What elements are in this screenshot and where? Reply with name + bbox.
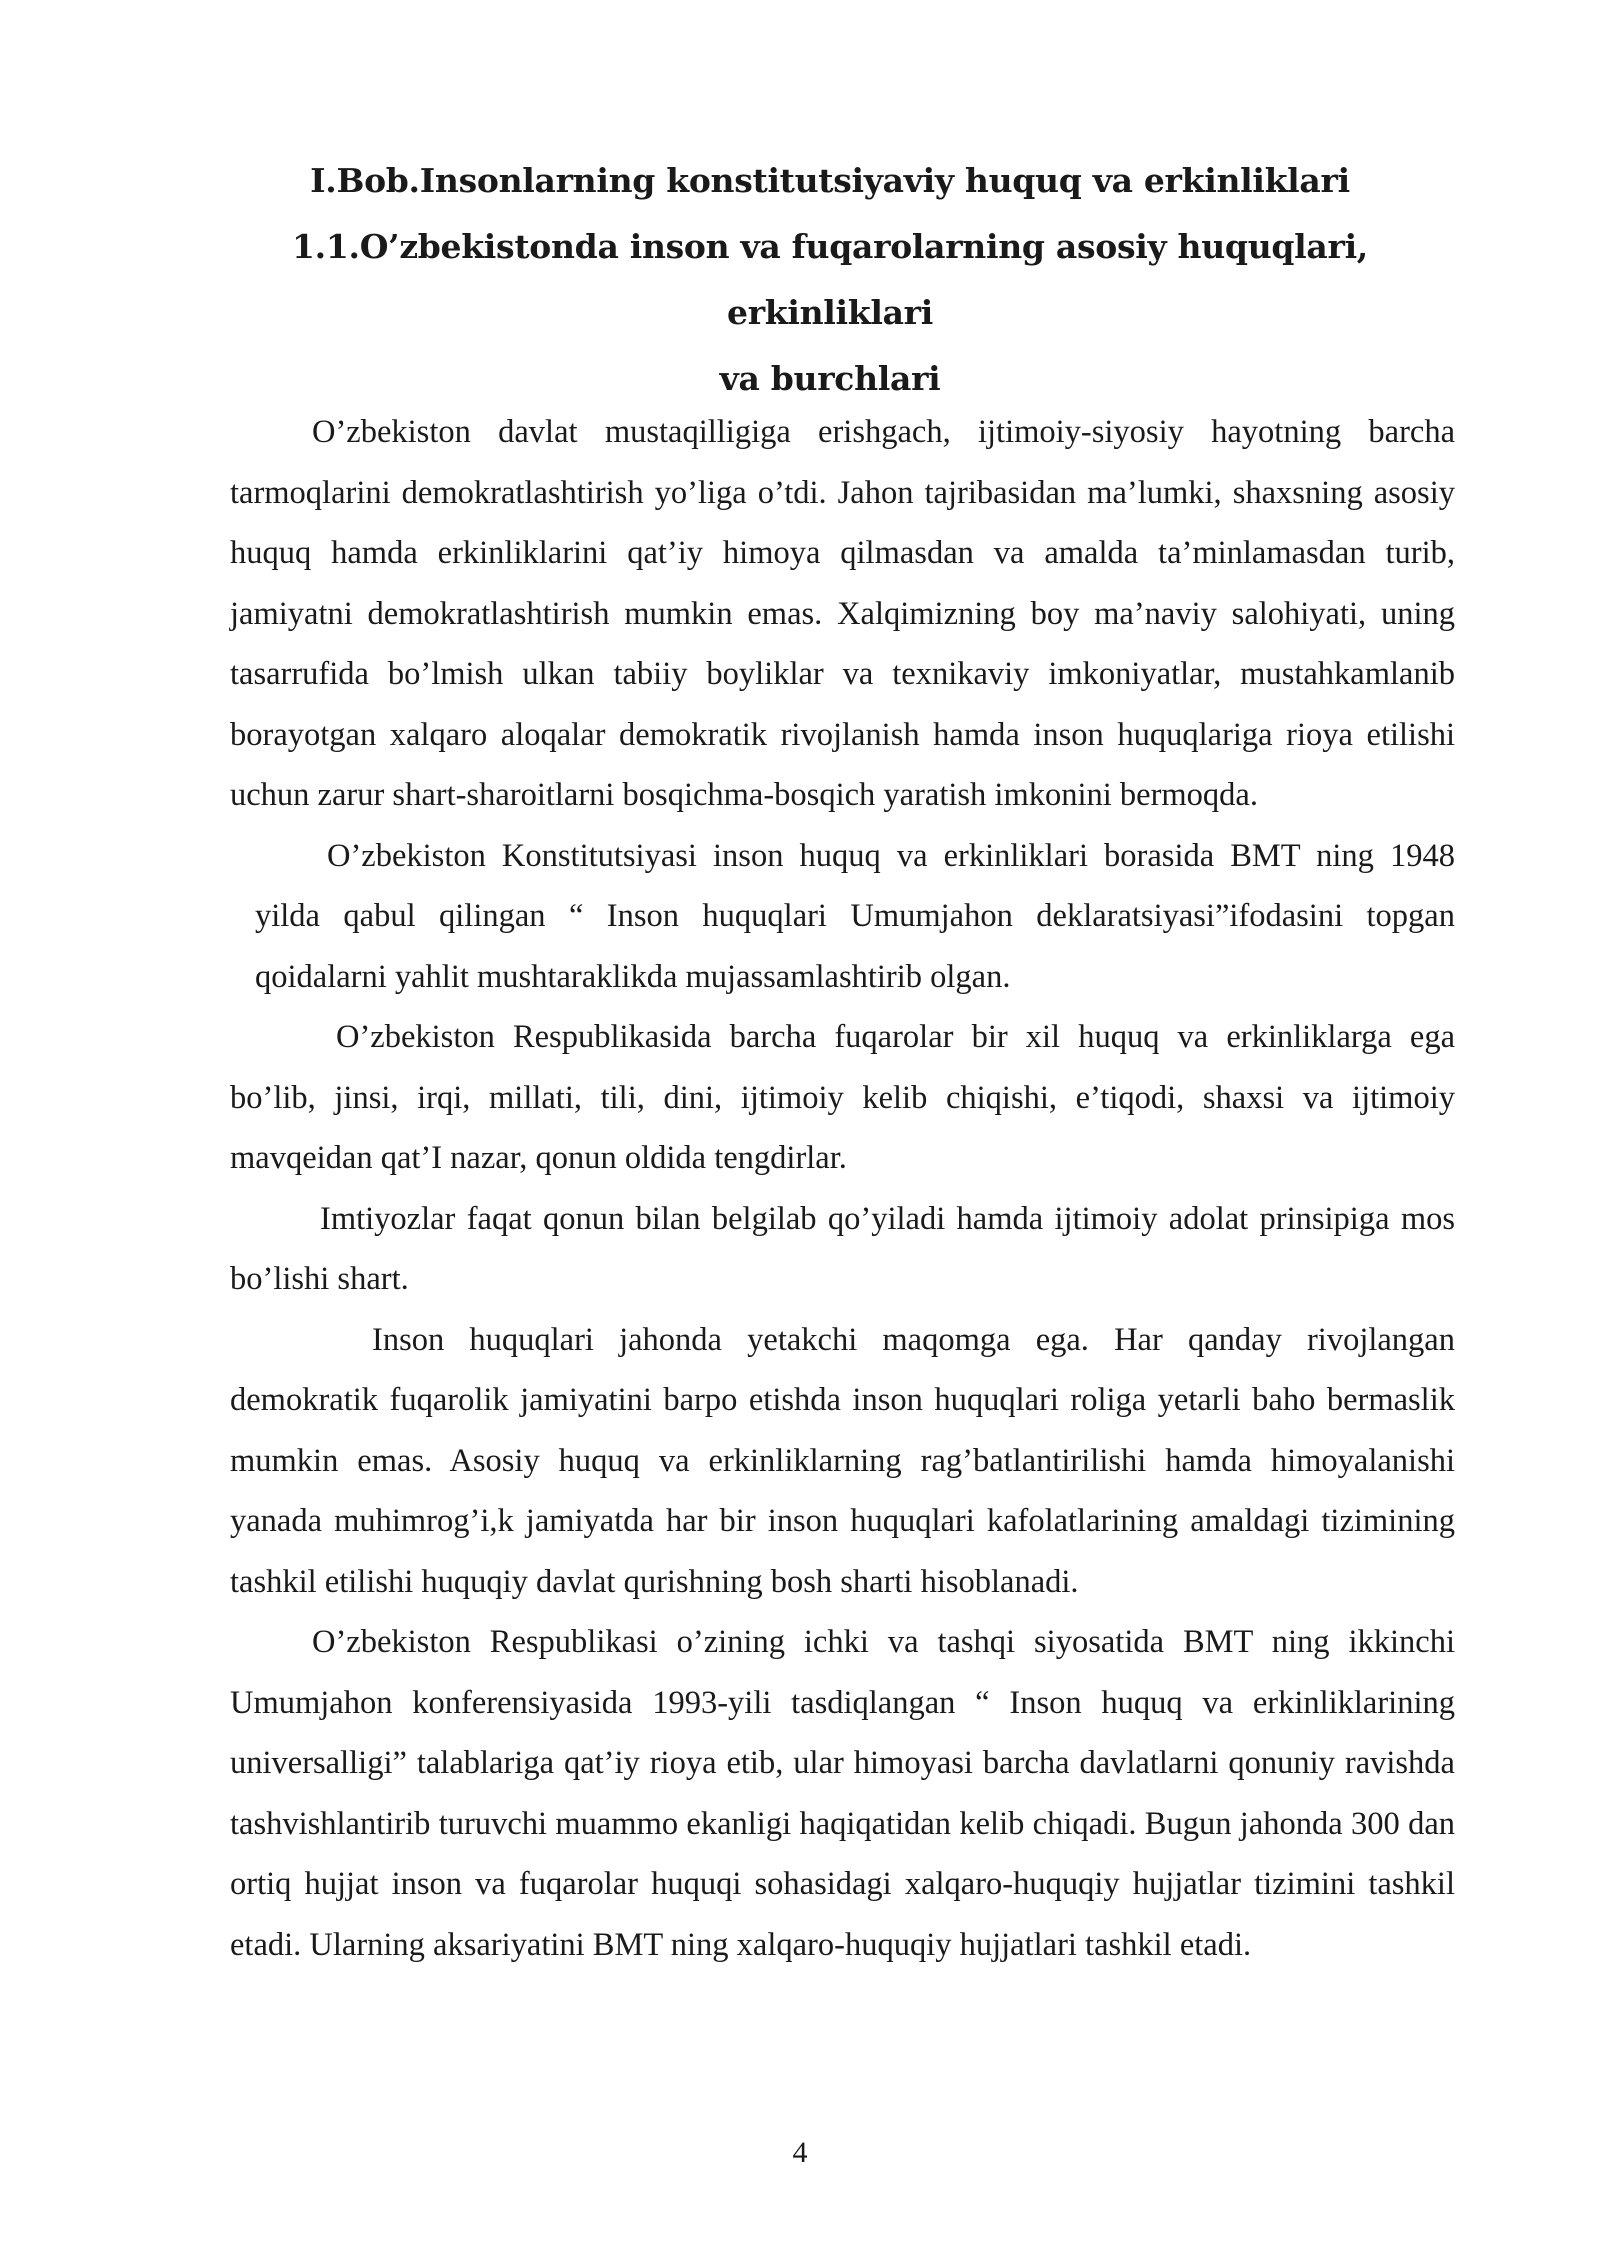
paragraph-privileges: Imtiyozlar faqat qonun bilan belgilab qo’yiladi hamda ijtimoiy adolat prinsipiga mos bo’lishi shart. <box>230 1200 1455 1297</box>
chapter-title: I.Bob.Insonlarning konstitutsiyaviy huquq va erkinliklari <box>310 161 1350 200</box>
paragraph-constitution: O’zbekiston Konstitutsiyasi inson huquq va erkinliklari borasida BMT ning 1948 yilda qabul qilingan “ Inson huquqlari Umumjahon deklaratsiyasi”ifodasini topgan qoidalarni yahlit mushtaraklikda mujassamlashtirib olgan. <box>255 837 1455 995</box>
page-number: 4 <box>792 2136 808 2169</box>
paragraph-human-rights: Inson huquqlari jahonda yetakchi maqomga ega. Har qanday rivojlangan demokratik fuqarolik jamiyatini barpo etishda inson huquqlari roliga yetarli baho bermaslik mumkin emas. Asosiy huquq va erkinliklarning rag’batlantirilishi hamda himoyalanishi yanada muhimrog’i,k jamiyatda har bir inson huquqlari kafolatlarining amaldagi tizimining tashkil etilishi huquqiy davlat qurishning bosh sharti hisoblanadi. <box>230 1321 1455 1600</box>
chapter-headings <box>200 148 1460 412</box>
section-title-line-2: va burchlari <box>719 359 941 398</box>
paragraph-equality: O’zbekiston Respublikasida barcha fuqarolar bir xil huquq va erkinliklarga ega bo’lib, jinsi, irqi, millati, tili, dini, ijtimoiy kelib chiqishi, e’tiqodi, shaxsi va ijtimoiy mavqeidan qat’I nazar, qonun oldida tengdirlar. <box>230 1019 1455 1176</box>
paragraph-independence: O’zbekiston davlat mustaqilligiga erishgach, ijtimoiy-siyosiy hayotning barcha tarmoqlarini demokratlashtirish yo’liga o’tdi. Jahon tajribasidan ma’lumki, shaxsning asosiy huquq hamda erkinliklarini qat’iy himoya qilmasdan va amalda ta’minlamasdan turib, jamiyatni demokratlashtirish mumkin emas. Xalqimizning boy ma’naviy salohiyati, uning tasarrufida bo’lmish ulkan tabiiy boyliklar va texnikaviy imkoniyatlar, mustahkamlanib borayotgan xalqaro aloqalar demokratik rivojlanish hamda inson huquqlariga rioya etilishi uchun zarur shart-sharoitlarni bosqichma-bosqich yaratish imkonini bermoqda. <box>230 414 1455 813</box>
section-title-line-1: 1.1.O’zbekistonda inson va fuqarolarning asosiy huquqlari, erkinliklari <box>292 227 1368 332</box>
paragraph-un-conference: O’zbekiston Respublikasi o’zining ichki va tashqi siyosatida BMT ning ikkinchi Umumjahon konferensiyasida 1993-yili tasdiqlangan “ Inson huquq va erkinliklarining universalligi” talablariga qat’iy rioya etib, ular himoyasi barcha davlatlarni qonuniy ravishda tashvishlantirib turuvchi muammo ekanligi haqiqatidan kelib chiqadi. Bugun jahonda 300 dan ortiq hujjat inson va fuqarolar huquqi sohasidagi xalqaro-huquqiy hujjatlar tizimini tashkil etadi. Ularning aksariyatini BMT ning xalqaro-huquqiy hujjatlari tashkil etadi. <box>230 1624 1455 1963</box>
body-text <box>230 402 1455 1975</box>
